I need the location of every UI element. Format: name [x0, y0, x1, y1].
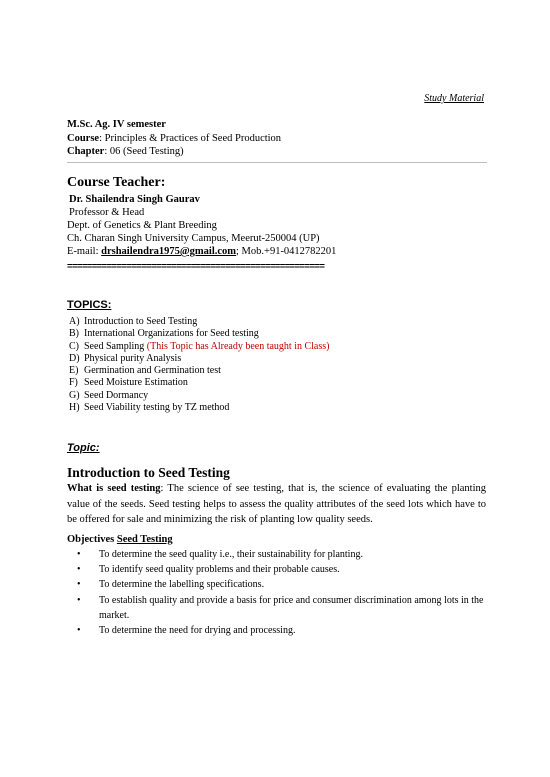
bullet-icon: •: [77, 579, 81, 591]
objective-item: • To determine the labelling specifications.: [67, 577, 487, 592]
topics-list: [69, 315, 489, 413]
bullet-icon: •: [77, 594, 81, 606]
objective-item: • To determine the seed quality i.e., their sustainability for planting.: [67, 547, 487, 562]
objective-item: • To establish quality and provide a basis for price and consumer discrimination among lots in the market.: [77, 594, 484, 621]
study-material-label: Study Material: [424, 93, 484, 104]
chapter-line: Chapter: 06 (Seed Testing): [67, 146, 184, 157]
email-link[interactable]: drshailendra1975@gmail.com: [101, 246, 237, 257]
topic-item: F) Seed Moisture Estimation: [69, 377, 188, 389]
separator-line: ====================================================: [67, 261, 325, 272]
program-line: M.Sc. Ag. IV semester: [67, 119, 166, 130]
topic-label: Topic:: [67, 442, 100, 454]
teacher-department: Dept. of Genetics & Plant Breeding: [67, 220, 217, 231]
topic-item: D) Physical purity Analysis: [69, 352, 182, 364]
seed-testing-definition: What is seed testing: The science of see testing, that is, the science of evaluating the planting value of the seeds. Seed testing helps to assess the quality attributes of the seed lots which have to be offered for sale and minimizing the risk of planting low quality seeds.: [67, 483, 486, 525]
topics-heading: TOPICS:: [67, 299, 112, 311]
objective-item: • To determine the need for drying and processing.: [67, 623, 487, 638]
course-meta: [67, 118, 487, 159]
course-line: Course: Principles & Practices of Seed Production: [67, 132, 282, 144]
topic-note: (This Topic has Already been taught in Class): [146, 340, 330, 352]
teacher-designation: Professor & Head: [69, 207, 145, 218]
bullet-icon: •: [77, 564, 81, 576]
topic-item: E) Germination and Germination test: [69, 365, 221, 377]
topic-item: G) Seed Dormancy: [69, 389, 149, 401]
teacher-campus: Ch. Charan Singh University Campus, Meerut-250004 (UP): [67, 233, 320, 244]
intro-heading: Introduction to Seed Testing: [67, 465, 230, 480]
topic-item: H) Seed Viability testing by TZ method: [69, 402, 230, 414]
header-divider: [67, 162, 487, 163]
bullet-icon: •: [77, 549, 81, 560]
teacher-name: Dr. Shailendra Singh Gaurav: [69, 194, 200, 205]
bullet-icon: •: [77, 625, 81, 637]
topic-item: C) Seed Sampling (This Topic has Already been taught in Class): [69, 340, 330, 352]
teacher-contact: E-mail: drshailendra1975@gmail.com; Mob.+91-0412782201: [67, 246, 337, 257]
topic-item: B) International Organizations for Seed testing: [69, 328, 259, 340]
objectives-list: [67, 547, 487, 638]
objective-item: • To identify seed quality problems and their probable causes.: [67, 562, 487, 577]
course-teacher-heading: Course Teacher:: [67, 175, 166, 190]
teacher-details: [67, 193, 497, 258]
objectives-heading: Objectives Seed Testing: [67, 534, 173, 545]
topic-item: A) Introduction to Seed Testing: [69, 316, 198, 327]
